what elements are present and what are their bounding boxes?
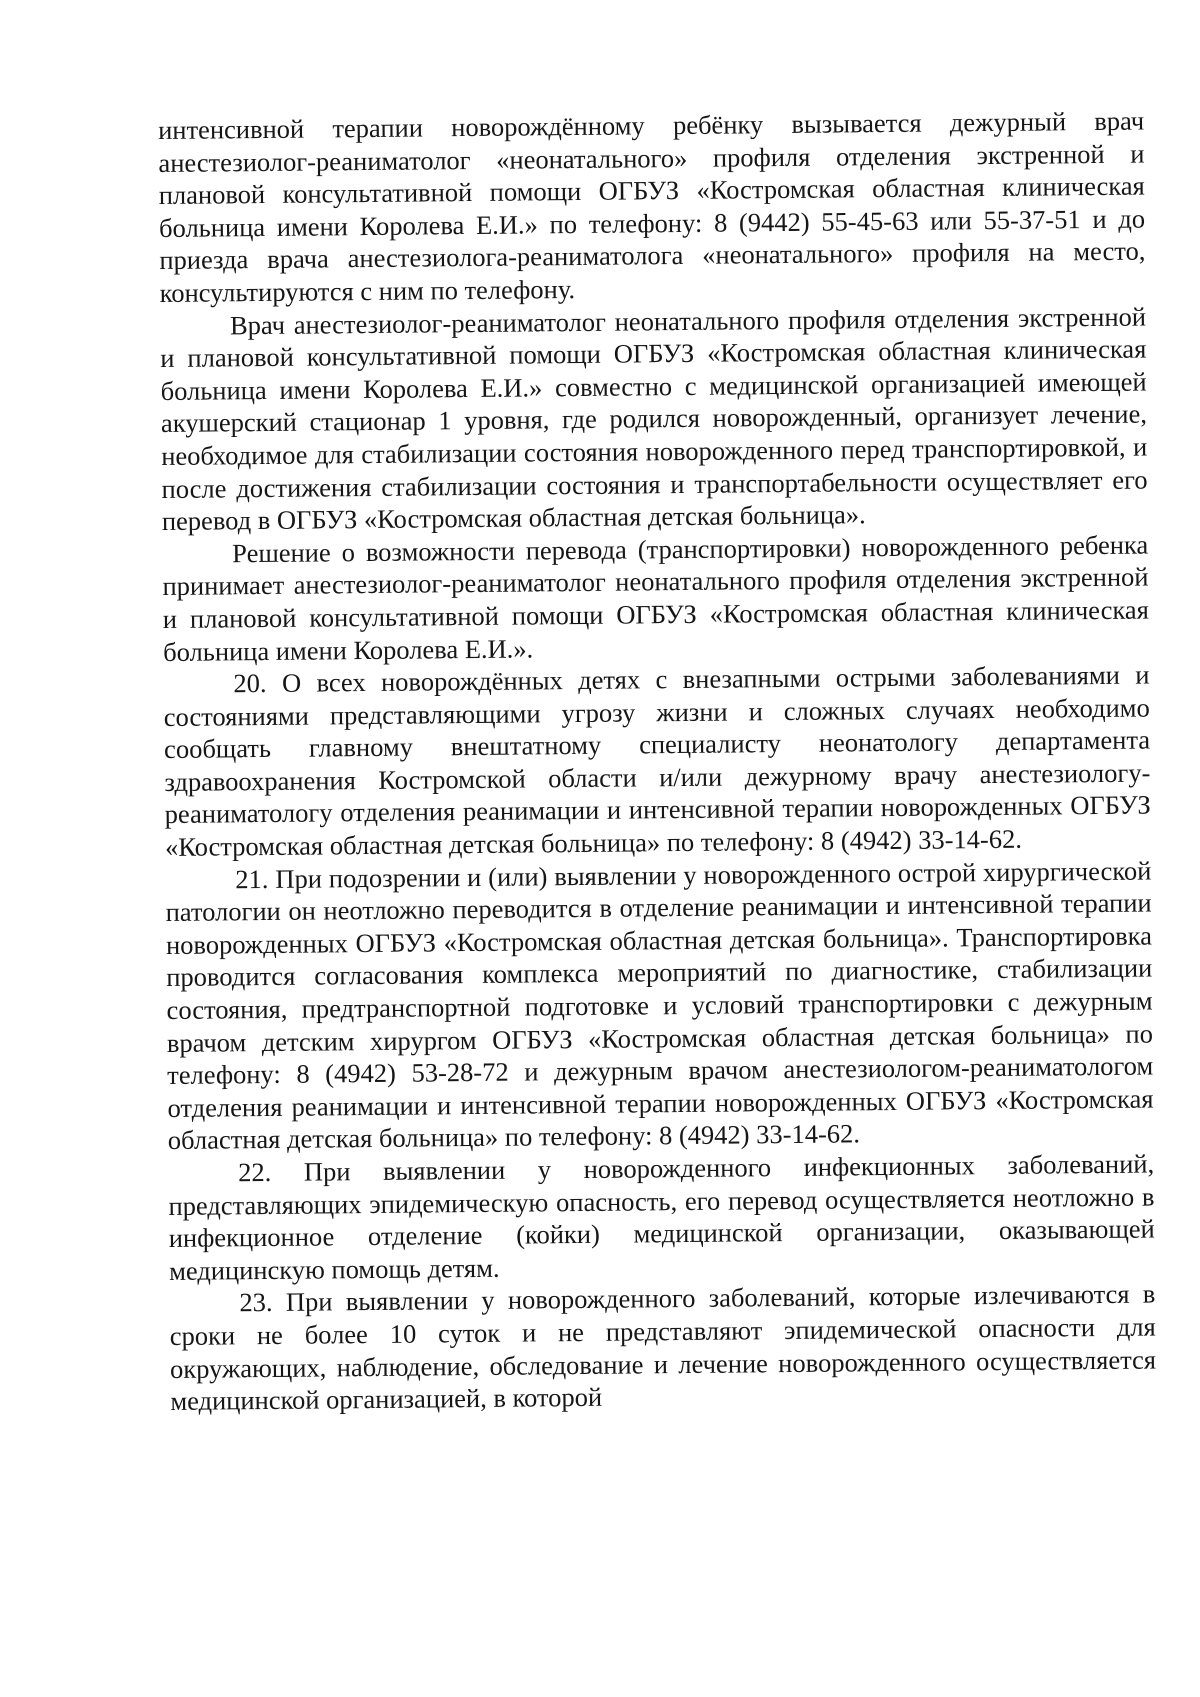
document-body xyxy=(158,105,1156,1418)
paragraph-transfer-decision: Решение о возможности перевода (транспортировки) новорожденного ребенка принимает анестезиолог-реаниматолог неонатального профиля отделения экстренной и плановой консультативной помощи ОГБУЗ «Костромская областная клиническая больница имени Королева Е.И.». xyxy=(162,529,1149,667)
paragraph-continuation: интенсивной терапии новорождённому ребёнку вызывается дежурный врач анестезиолог-реаниматолог «неонатального» профиля отделения экстренной и плановой консультативной помощи ОГБУЗ «Костромская областная клиническая больница имени Королева Е.И.» по телефону: 8 (9442) 55-45-63 или 55-37-51 и до приезда врача анестезиолога-реаниматолога «неонатального» профиля на место, консультируются с ним по телефону. xyxy=(158,105,1146,308)
paragraph-item-21: 21. При подозрении и (или) выявлении у новорожденного острой хирургической патологии он неотложно переводится в отделение реанимации и интенсивной терапии новорожденных ОГБУЗ «Костромская областная детская больница». Транспортировка проводится согласования комплекса мероприятий по диагностике, стабилизации состояния, предтранспортной подготовке и условий транспортировки с дежурным врачом детским хирургом ОГБУЗ «Костромская областная детская больница» по телефону: 8 (4942) 53-28-72 и дежурным врачом анестезиологом-реаниматологом отделения реанимации и интенсивной терапии новорожденных ОГБУЗ «Костромская областная детская больница» по телефону: 8 (4942) 33-14-62. xyxy=(165,855,1154,1156)
paragraph-neonatal-physician: Врач анестезиолог-реаниматолог неонатального профиля отделения экстренной и плановой консультативной помощи ОГБУЗ «Костромская областная клиническая больница имени Королева Е.И.» совместно с медицинской организацией имеющей акушерский стационар 1 уровня, где родился новорожденный, организует лечение, необходимое для стабилизации состояния новорожденного перед транспортировкой, и после достижения стабилизации состояния и транспортабельности осуществляет его перевод в ОГБУЗ «Костромская областная детская больница». xyxy=(160,301,1148,537)
paragraph-item-23: 23. При выявлении у новорожденного заболеваний, которые излечиваются в сроки не более 10 суток и не представляют эпидемической опасности для окружающих, наблюдение, обследование и лечение новорожденного осуществляется медицинской организацией, в которой xyxy=(169,1278,1157,1417)
paragraph-item-22: 22. При выявлении у новорожденного инфекционных заболеваний, представляющих эпидемическую опасность, его перевод осуществляется неотложно в инфекционное отделение (койки) медицинской организации, оказывающей медицинскую помощь детям. xyxy=(168,1148,1155,1286)
paragraph-item-20: 20. О всех новорождённых детях с внезапными острыми заболеваниями и состояниями представляющими угрозу жизни и сложных случаях необходимо сообщать главному внештатному специалисту неонатологу департамента здравоохранения Костромской области и/или дежурному врачу анестезиологу-реаниматологу отделения реанимации и интенсивной терапии новорожденных ОГБУЗ «Костромская областная детская больница» по телефону: 8 (4942) 33-14-62. xyxy=(163,659,1151,863)
